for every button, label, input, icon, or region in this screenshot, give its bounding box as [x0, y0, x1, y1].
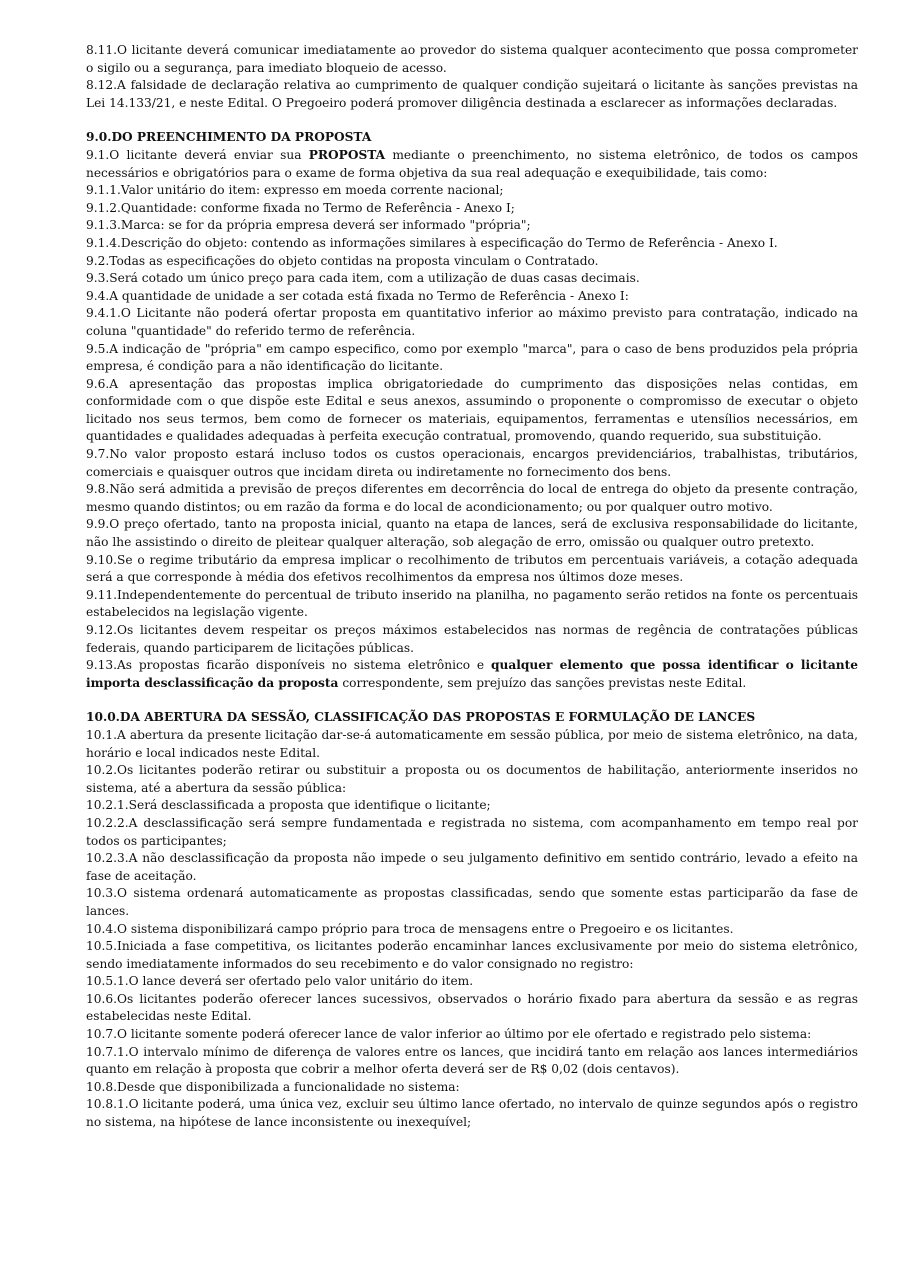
- clause-8-11: 8.11.O licitante deverá comunicar imediatamente ao provedor do sistema qualquer acontecimento que possa comprometer o sigilo ou a segurança, para imediato bloqueio de acesso.: [86, 43, 858, 75]
- clause-10-2-2: 10.2.2.A desclassificação será sempre fundamentada e registrada no sistema, com acompanhamento em tempo real por todos os participantes;: [86, 815, 858, 848]
- clause-9-10: 9.10.Se o regime tributário da empresa implicar o recolhimento de tributos em percentuais variáveis, a cotação adequada será a que corresponde à média dos efetivos recolhimentos da empresa nos últimos doze meses.: [86, 552, 858, 585]
- clause-9-1: [86, 147, 858, 182]
- clause-10-5-1: 10.5.1.O lance deverá ser ofertado pelo valor unitário do item.: [86, 974, 474, 989]
- clause-10-7-1: 10.7.1.O intervalo mínimo de diferença de valores entre os lances, que incidirá tanto em relação aos lances intermediários quanto em relação à proposta que cobrir a melhor oferta deverá ser de R$ 0,02 (dois centavos).: [86, 1044, 858, 1077]
- clause-10-1: 10.1.A abertura da presente licitação dar-se-á automaticamente em sessão pública, por meio de sistema eletrônico, na data, horário e local indicados neste Edital.: [86, 727, 858, 760]
- clause-9-1-text-end: mediante o preenchimento, no sistema eletrônico, de todos os campos necessários e obrigatórios para o exame de forma objetiva da sua real adequação e exequibilidade, tais como:: [86, 147, 858, 180]
- clause-9-1-1: 9.1.1.Valor unitário do item: expresso em moeda corrente nacional;: [86, 183, 504, 198]
- clause-10-7: 10.7.O licitante somente poderá oferecer lance de valor inferior ao último por ele ofertado e registrado pelo sistema:: [86, 1027, 812, 1042]
- clause-9-13-bold: qualquer elemento que possa identificar o licitante importa desclassificação da proposta: [86, 658, 859, 690]
- clause-9-3: 9.3.Será cotado um único preço para cada item, com a utilização de duas casas decimais.: [86, 271, 640, 286]
- clause-9-1-bold: PROPOSTA: [308, 147, 386, 162]
- clause-9-2: 9.2.Todas as especificações do objeto contidas na proposta vinculam o Contratado.: [86, 253, 599, 268]
- clause-10-4: 10.4.O sistema disponibilizará campo próprio para troca de mensagens entre o Pregoeiro e os licitantes.: [86, 921, 734, 936]
- clause-9-1-2: 9.1.2.Quantidade: conforme fixada no Termo de Referência - Anexo I;: [86, 200, 515, 215]
- clause-9-4: 9.4.A quantidade de unidade a ser cotada está fixada no Termo de Referência - Anexo I:: [86, 288, 629, 303]
- clause-10-2-1: 10.2.1.Será desclassificada a proposta que identifique o licitante;: [86, 798, 491, 813]
- clause-9-12: 9.12.Os licitantes devem respeitar os preços máximos estabelecidos nas normas de regência de contratações públicas federais, quando participarem de licitações públicas.: [86, 623, 858, 655]
- clause-9-1-text-start: 9.1.O licitante deverá enviar sua: [86, 147, 309, 162]
- section-10-heading: 10.0.DA ABERTURA DA SESSÃO, CLASSIFICAÇÃO DAS PROPOSTAS E FORMULAÇÃO DE LANCES: [86, 710, 756, 725]
- clause-9-13: [86, 657, 858, 692]
- clause-9-6: 9.6.A apresentação das propostas implica obrigatoriedade do cumprimento das disposições nelas contidas, em conformidade com o que dispõe este Edital e seus anexos, assumindo o proponente o compromisso de executar o objeto licitado nos seus termos, bem como de fornecer os materiais, equipamentos, ferramentas e utensílios necessários, em quantidades e qualidades adequadas à perfeita execução contratual, promovendo, quando requerido, sua substituição.: [86, 376, 858, 444]
- clause-9-8: 9.8.Não será admitida a previsão de preços diferentes em decorrência do local de entrega do objeto da presente contração, mesmo quando distintos; ou em razão da forma e do local de acondicionamento; ou por qualquer outro motivo.: [86, 482, 858, 514]
- clause-9-11: 9.11.Independentemente do percentual de tributo inserido na planilha, no pagamento serão retidos na fonte os percentuais estabelecidos na legislação vigente.: [86, 587, 858, 620]
- section-gap: [86, 112, 858, 129]
- clause-9-13-text-end: correspondente, sem prejuízo das sanções previstas neste Edital.: [338, 675, 747, 690]
- clause-9-9: 9.9.O preço ofertado, tanto na proposta inicial, quanto na etapa de lances, será de exclusiva responsabilidade do licitante, não lhe assistindo o direito de pleitear qualquer alteração, sob alegação de erro, omissão ou qualquer outro pretexto.: [86, 517, 858, 550]
- clause-10-5: 10.5.Iniciada a fase competitiva, os licitantes poderão encaminhar lances exclusivamente por meio do sistema eletrônico, sendo imediatamente informados do seu recebimento e do valor consignado no registro:: [86, 939, 858, 971]
- section-9-heading: 9.0.DO PREENCHIMENTO DA PROPOSTA: [86, 130, 372, 145]
- clause-9-1-3: 9.1.3.Marca: se for da própria empresa deverá ser informado "própria";: [86, 218, 531, 233]
- clause-10-2: 10.2.Os licitantes poderão retirar ou substituir a proposta ou os documentos de habilitação, anteriormente inseridos no sistema, até a abertura da sessão pública:: [86, 763, 858, 795]
- clause-10-2-3: 10.2.3.A não desclassificação da proposta não impede o seu julgamento definitivo em sentido contrário, levado a efeito na fase de aceitação.: [86, 851, 858, 883]
- clause-9-4-1: 9.4.1.O Licitante não poderá ofertar proposta em quantitativo inferior ao máximo previsto para contratação, indicado na coluna "quantidade" do referido termo de referência.: [86, 306, 858, 338]
- clause-9-7: 9.7.No valor proposto estará incluso todos os custos operacionais, encargos previdenciários, trabalhistas, tributários, comerciais e quaisquer outros que incidam direta ou indiretamente no fornecimento dos bens.: [86, 447, 858, 479]
- clause-10-8: 10.8.Desde que disponibilizada a funcionalidade no sistema:: [86, 1079, 460, 1094]
- clause-10-6: 10.6.Os licitantes poderão oferecer lances sucessivos, observados o horário fixado para abertura da sessão e as regras estabelecidas neste Edital.: [86, 991, 858, 1024]
- clause-8-12: 8.12.A falsidade de declaração relativa ao cumprimento de qualquer condição sujeitará o licitante às sanções previstas na Lei 14.133/21, e neste Edital. O Pregoeiro poderá promover diligência destinada a esclarecer as informações declaradas.: [86, 78, 858, 110]
- clause-9-1-4: 9.1.4.Descrição do objeto: contendo as informações similares à especificação do Termo de Referência - Anexo I.: [86, 235, 778, 250]
- clause-9-13-text-start: 9.13.As propostas ficarão disponíveis no sistema eletrônico e: [86, 658, 491, 673]
- clause-10-3: 10.3.O sistema ordenará automaticamente as propostas classificadas, sendo que somente estas participarão da fase de lances.: [86, 886, 858, 918]
- section-gap: [86, 692, 858, 709]
- clause-10-8-1: 10.8.1.O licitante poderá, uma única vez, excluir seu último lance ofertado, no intervalo de quinze segundos após o registro no sistema, na hipótese de lance inconsistente ou inexequível;: [86, 1097, 858, 1130]
- clause-9-5: 9.5.A indicação de "própria" em campo especifico, como por exemplo "marca", para o caso de bens produzidos pela própria empresa, é condição para a não identificação do licitante.: [86, 341, 858, 374]
